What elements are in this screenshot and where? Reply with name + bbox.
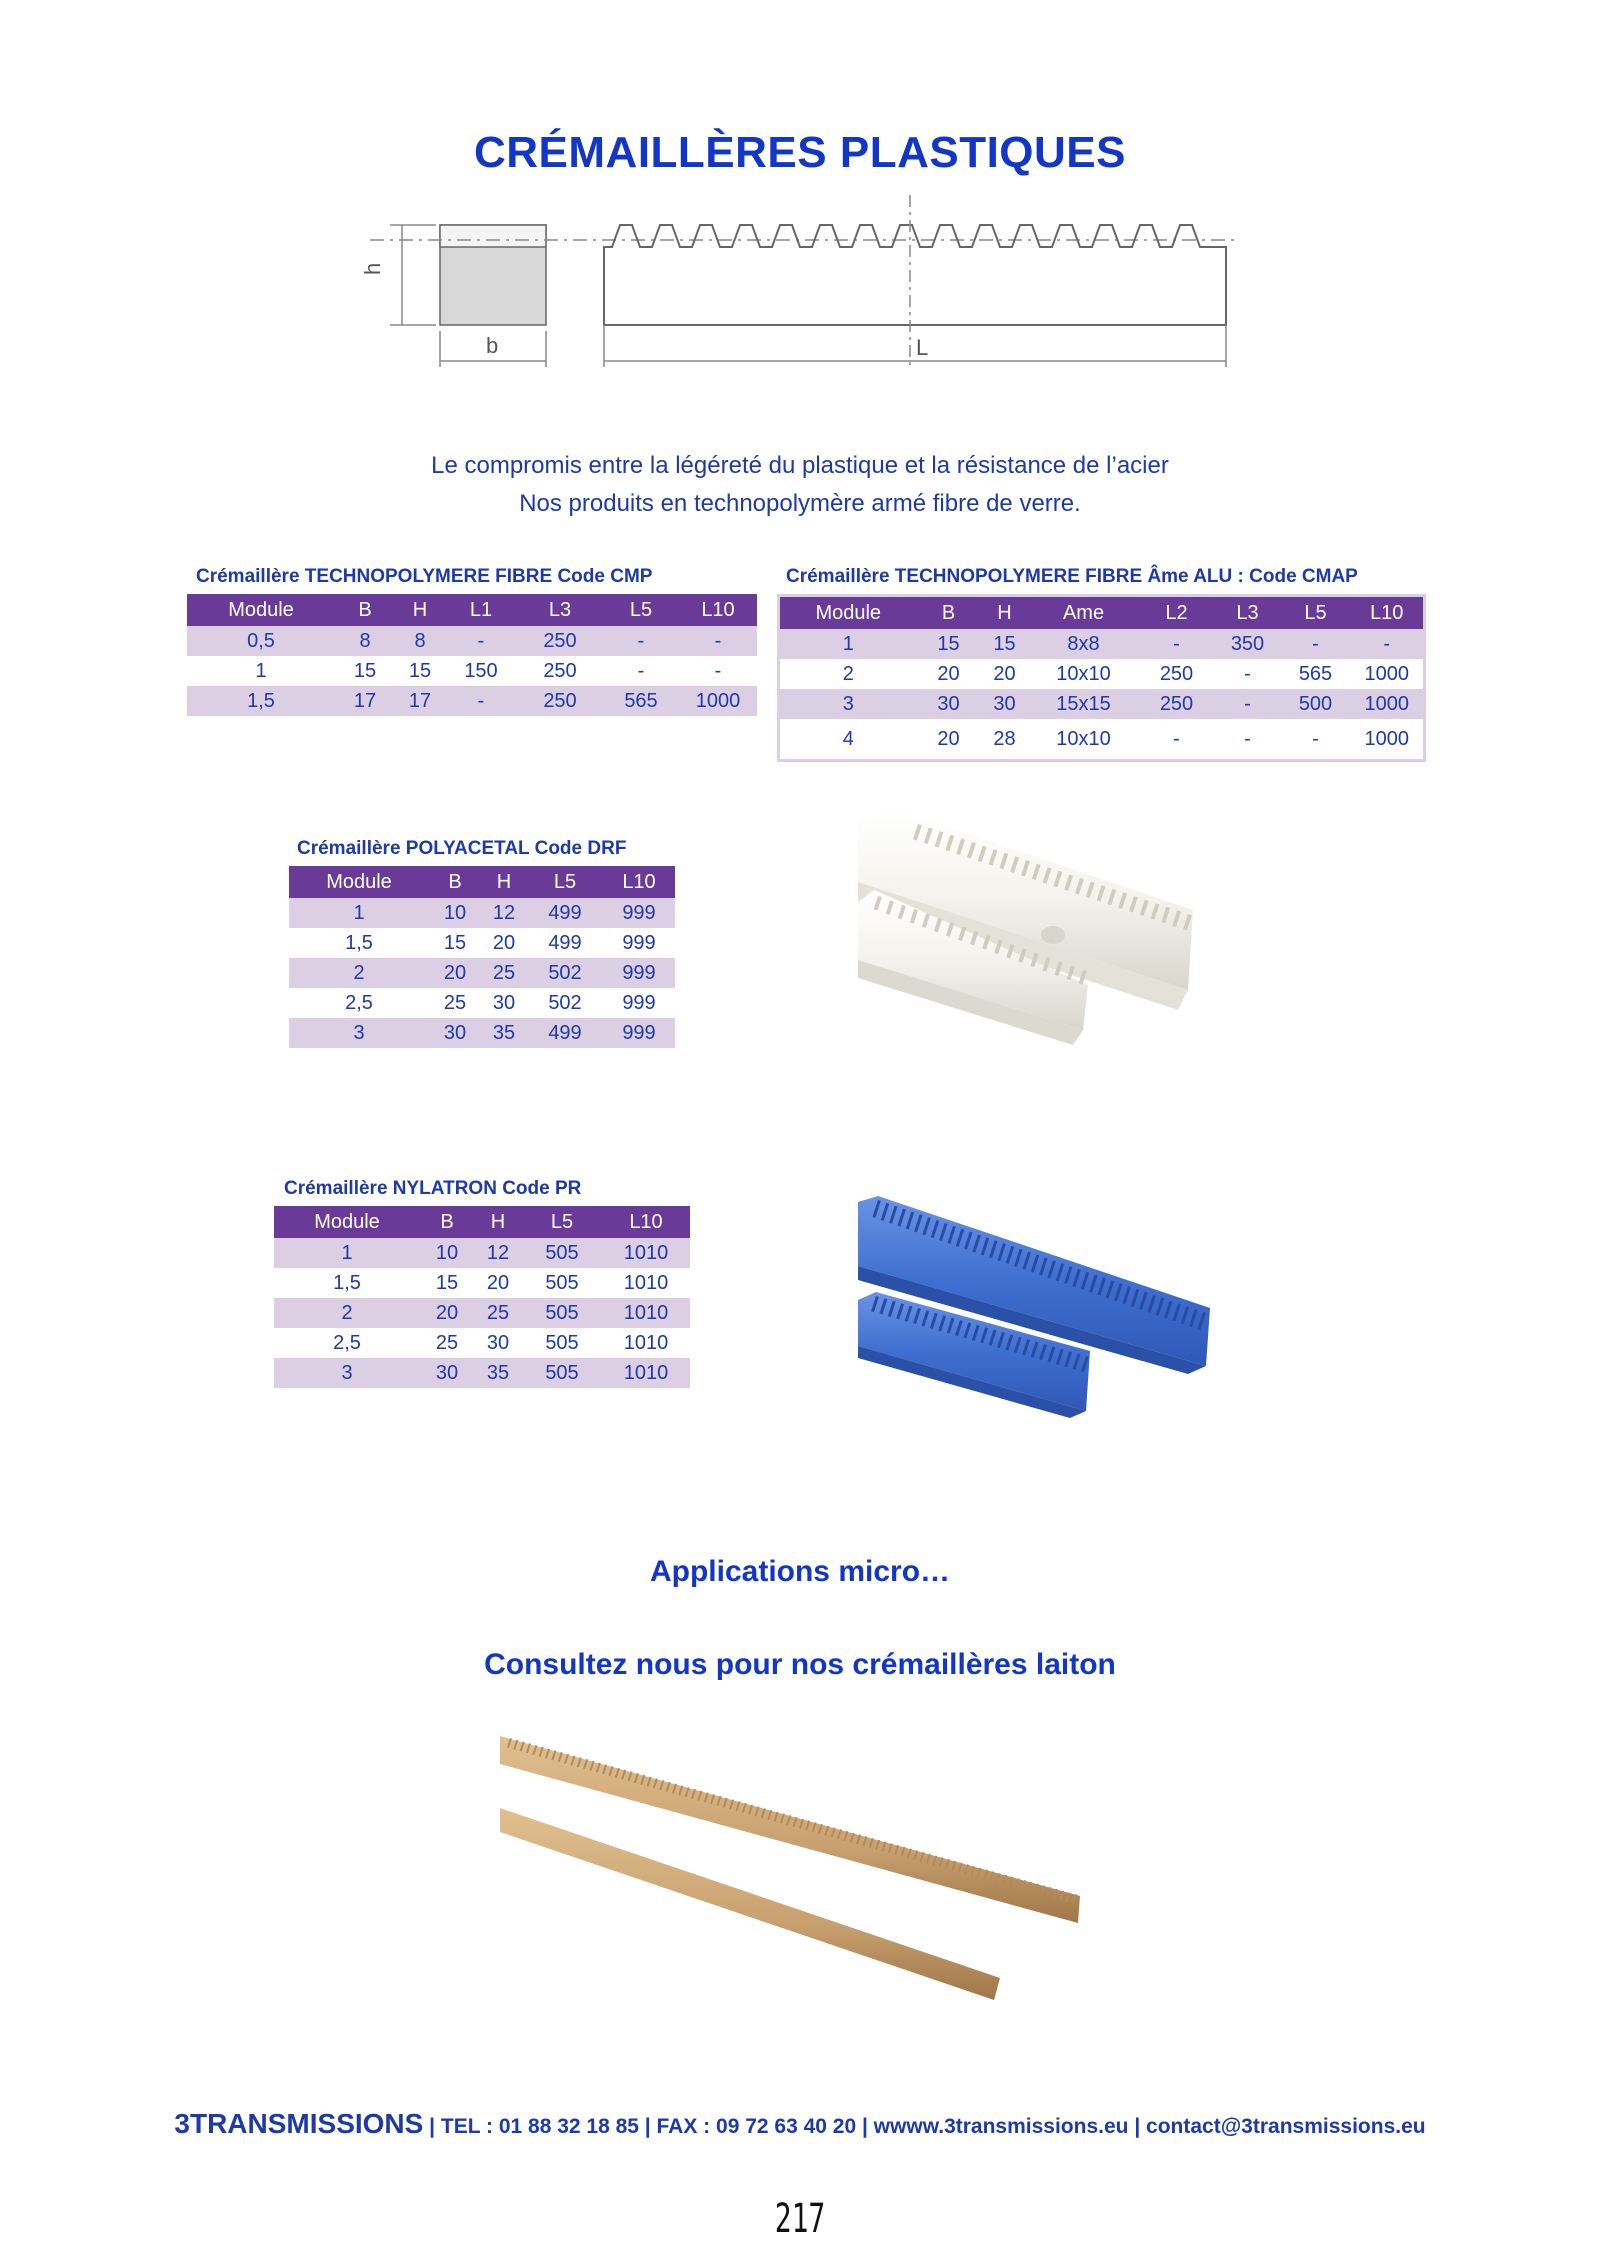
table-cell: 150 xyxy=(445,656,517,686)
table-cell: 505 xyxy=(522,1238,602,1268)
table-cell: 505 xyxy=(522,1358,602,1388)
table-cell: 25 xyxy=(420,1328,474,1358)
table-row xyxy=(289,928,675,958)
table-cell: 30 xyxy=(981,689,1029,719)
table-cell: 0,5 xyxy=(187,626,335,656)
table-cell: 1 xyxy=(779,629,917,659)
brass-racks-heading: Consultez nous pour nos crémaillères laiton xyxy=(484,1648,1116,1681)
column-header: Module xyxy=(274,1206,420,1238)
table-cell: 25 xyxy=(429,988,481,1018)
table-cell: 999 xyxy=(603,958,675,988)
table-cell: 999 xyxy=(603,898,675,928)
table-cell: 15 xyxy=(981,629,1029,659)
table-cell: 15 xyxy=(395,656,445,686)
table-cell: - xyxy=(1351,629,1425,659)
table-cell: 250 xyxy=(1139,689,1215,719)
table-cmap-caption: Crémaillère TECHNOPOLYMERE FIBRE Âme ALU : Code CMAP xyxy=(786,566,1358,587)
rack-profile-diagram xyxy=(350,195,1250,375)
table-cell: - xyxy=(1281,629,1351,659)
table-cell: 20 xyxy=(474,1268,522,1298)
column-header: L1 xyxy=(445,594,517,626)
table-row xyxy=(274,1298,690,1328)
table-cell: 15x15 xyxy=(1029,689,1139,719)
table-row xyxy=(289,898,675,928)
column-header: H xyxy=(981,596,1029,630)
brass-rack-photo xyxy=(500,1728,1110,2088)
table-cell: 1 xyxy=(289,898,429,928)
table-cell: 565 xyxy=(603,686,679,716)
table-cell: 25 xyxy=(481,958,527,988)
column-header: B xyxy=(335,594,395,626)
column-header: H xyxy=(395,594,445,626)
page-number: 217 xyxy=(774,2196,826,2242)
table-header-row xyxy=(274,1206,690,1238)
table-cell: 1,5 xyxy=(289,928,429,958)
table-cell: 2 xyxy=(289,958,429,988)
table-cell: - xyxy=(1215,689,1281,719)
table-cell: 20 xyxy=(429,958,481,988)
table-cell: 502 xyxy=(527,958,603,988)
table-cell: 12 xyxy=(474,1238,522,1268)
table-cell: - xyxy=(679,626,757,656)
table-row xyxy=(187,626,757,656)
blue-nylatron-rack-photo xyxy=(858,1196,1210,1451)
table-cell: 1 xyxy=(274,1238,420,1268)
table-cell: 3 xyxy=(274,1358,420,1388)
table-row xyxy=(289,958,675,988)
table-pr xyxy=(274,1206,690,1388)
column-header: B xyxy=(917,596,981,630)
table-cell: 499 xyxy=(527,898,603,928)
table-cell: 1000 xyxy=(1351,689,1425,719)
table-cell: 499 xyxy=(527,1018,603,1048)
table-cell: 250 xyxy=(517,656,603,686)
table-cell: 1010 xyxy=(602,1358,690,1388)
table-cell: 10 xyxy=(429,898,481,928)
column-header: H xyxy=(481,866,527,898)
table-cell: 28 xyxy=(981,719,1029,761)
table-cell: 1000 xyxy=(679,686,757,716)
table-pr-caption: Crémaillère NYLATRON Code PR xyxy=(284,1178,582,1199)
table-cell: 15 xyxy=(420,1268,474,1298)
table-cell: 1010 xyxy=(602,1328,690,1358)
table-row xyxy=(187,686,757,716)
table-cell: 30 xyxy=(481,988,527,1018)
table-cell: 250 xyxy=(1139,659,1215,689)
page-title: CRÉMAILLÈRES PLASTIQUES xyxy=(474,128,1126,177)
table-cell: 1010 xyxy=(602,1238,690,1268)
table-cell: 2,5 xyxy=(289,988,429,1018)
table-cell: 502 xyxy=(527,988,603,1018)
table-cell: - xyxy=(1139,629,1215,659)
table-row xyxy=(274,1358,690,1388)
table-cell: 1,5 xyxy=(187,686,335,716)
table-cell: 30 xyxy=(474,1328,522,1358)
table-cell: 499 xyxy=(527,928,603,958)
table-cell: - xyxy=(1139,719,1215,761)
table-cell: 20 xyxy=(481,928,527,958)
intro-line-1: Le compromis entre la légéreté du plastique et la résistance de l’acier xyxy=(431,452,1169,479)
table-cell: 10x10 xyxy=(1029,659,1139,689)
column-header: L5 xyxy=(1281,596,1351,630)
table-cell: 2,5 xyxy=(274,1328,420,1358)
table-cmap xyxy=(777,594,1426,762)
table-cell: 505 xyxy=(522,1298,602,1328)
table-cell: 4 xyxy=(779,719,917,761)
table-cell: 35 xyxy=(481,1018,527,1048)
table-row xyxy=(779,629,1425,659)
column-header: L5 xyxy=(522,1206,602,1238)
column-header: L10 xyxy=(1351,596,1425,630)
table-row xyxy=(779,719,1425,761)
table-cell: - xyxy=(445,686,517,716)
column-header: L10 xyxy=(602,1206,690,1238)
table-cell: 8x8 xyxy=(1029,629,1139,659)
diagram-label-l: L xyxy=(916,335,929,360)
table-row xyxy=(274,1328,690,1358)
column-header: L5 xyxy=(603,594,679,626)
table-cell: 30 xyxy=(429,1018,481,1048)
table-cell: 3 xyxy=(779,689,917,719)
table-row xyxy=(274,1268,690,1298)
table-cell: 1010 xyxy=(602,1298,690,1328)
table-cell: 17 xyxy=(335,686,395,716)
diagram-label-b: b xyxy=(486,333,499,358)
column-header: B xyxy=(420,1206,474,1238)
table-cell: 10x10 xyxy=(1029,719,1139,761)
footer-contact: | TEL : 01 88 32 18 85 | FAX : 09 72 63 40 20 | wwww.3transmissions.eu | contact@3transmissions.eu xyxy=(423,2115,1426,2138)
table-cell: 20 xyxy=(917,659,981,689)
table-header-row xyxy=(289,866,675,898)
table-cmp-caption: Crémaillère TECHNOPOLYMERE FIBRE Code CMP xyxy=(196,566,653,587)
column-header: L10 xyxy=(603,866,675,898)
table-cell: 350 xyxy=(1215,629,1281,659)
table-cell: 1000 xyxy=(1351,719,1425,761)
table-row xyxy=(187,656,757,686)
column-header: L3 xyxy=(517,594,603,626)
table-cell: 1,5 xyxy=(274,1268,420,1298)
table-row xyxy=(289,988,675,1018)
table-cell: - xyxy=(603,626,679,656)
table-row xyxy=(779,659,1425,689)
table-row xyxy=(289,1018,675,1048)
table-cell: 565 xyxy=(1281,659,1351,689)
table-cell: 35 xyxy=(474,1358,522,1388)
column-header: L2 xyxy=(1139,596,1215,630)
column-header: H xyxy=(474,1206,522,1238)
table-cell: 999 xyxy=(603,988,675,1018)
table-cell: 250 xyxy=(517,686,603,716)
table-cell: - xyxy=(603,656,679,686)
table-header-row xyxy=(779,596,1425,630)
table-cell: 15 xyxy=(917,629,981,659)
table-cell: 10 xyxy=(420,1238,474,1268)
table-cell: 20 xyxy=(917,719,981,761)
table-cell: - xyxy=(1215,719,1281,761)
column-header: Module xyxy=(289,866,429,898)
table-cell: 12 xyxy=(481,898,527,928)
table-cell: 999 xyxy=(603,1018,675,1048)
table-drf xyxy=(289,866,675,1048)
table-cell: 25 xyxy=(474,1298,522,1328)
table-drf-caption: Crémaillère POLYACETAL Code DRF xyxy=(297,838,627,859)
table-cell: 17 xyxy=(395,686,445,716)
intro-line-2: Nos produits en technopolymère armé fibre de verre. xyxy=(519,490,1081,517)
table-cell: 15 xyxy=(429,928,481,958)
table-cell: 250 xyxy=(517,626,603,656)
column-header: B xyxy=(429,866,481,898)
footer-brand: 3TRANSMISSIONS xyxy=(174,2108,424,2139)
table-cell: 505 xyxy=(522,1328,602,1358)
table-row xyxy=(274,1238,690,1268)
table-cell: 1 xyxy=(187,656,335,686)
table-cell: 505 xyxy=(522,1268,602,1298)
table-cell: 2 xyxy=(779,659,917,689)
table-cell: 30 xyxy=(420,1358,474,1388)
column-header: L5 xyxy=(527,866,603,898)
table-cell: 30 xyxy=(917,689,981,719)
table-cell: 999 xyxy=(603,928,675,958)
applications-heading: Applications micro… xyxy=(649,1555,951,1588)
table-cell: 20 xyxy=(981,659,1029,689)
table-cell: 20 xyxy=(420,1298,474,1328)
column-header: Ame xyxy=(1029,596,1139,630)
column-header: Module xyxy=(779,596,917,630)
table-cmp xyxy=(187,594,757,716)
table-cell: 8 xyxy=(395,626,445,656)
footer xyxy=(0,2108,1600,2140)
table-cell: 15 xyxy=(335,656,395,686)
table-cell: - xyxy=(445,626,517,656)
table-row xyxy=(779,689,1425,719)
white-plastic-rack-photo xyxy=(858,810,1200,1062)
diagram-label-h: h xyxy=(360,262,385,275)
table-cell: 3 xyxy=(289,1018,429,1048)
column-header: L3 xyxy=(1215,596,1281,630)
table-cell: 1000 xyxy=(1351,659,1425,689)
column-header: Module xyxy=(187,594,335,626)
table-cell: 8 xyxy=(335,626,395,656)
table-cell: 500 xyxy=(1281,689,1351,719)
table-cell: 2 xyxy=(274,1298,420,1328)
table-header-row xyxy=(187,594,757,626)
column-header: L10 xyxy=(679,594,757,626)
table-cell: 1010 xyxy=(602,1268,690,1298)
table-cell: - xyxy=(1281,719,1351,761)
table-cell: - xyxy=(1215,659,1281,689)
table-cell: - xyxy=(679,656,757,686)
